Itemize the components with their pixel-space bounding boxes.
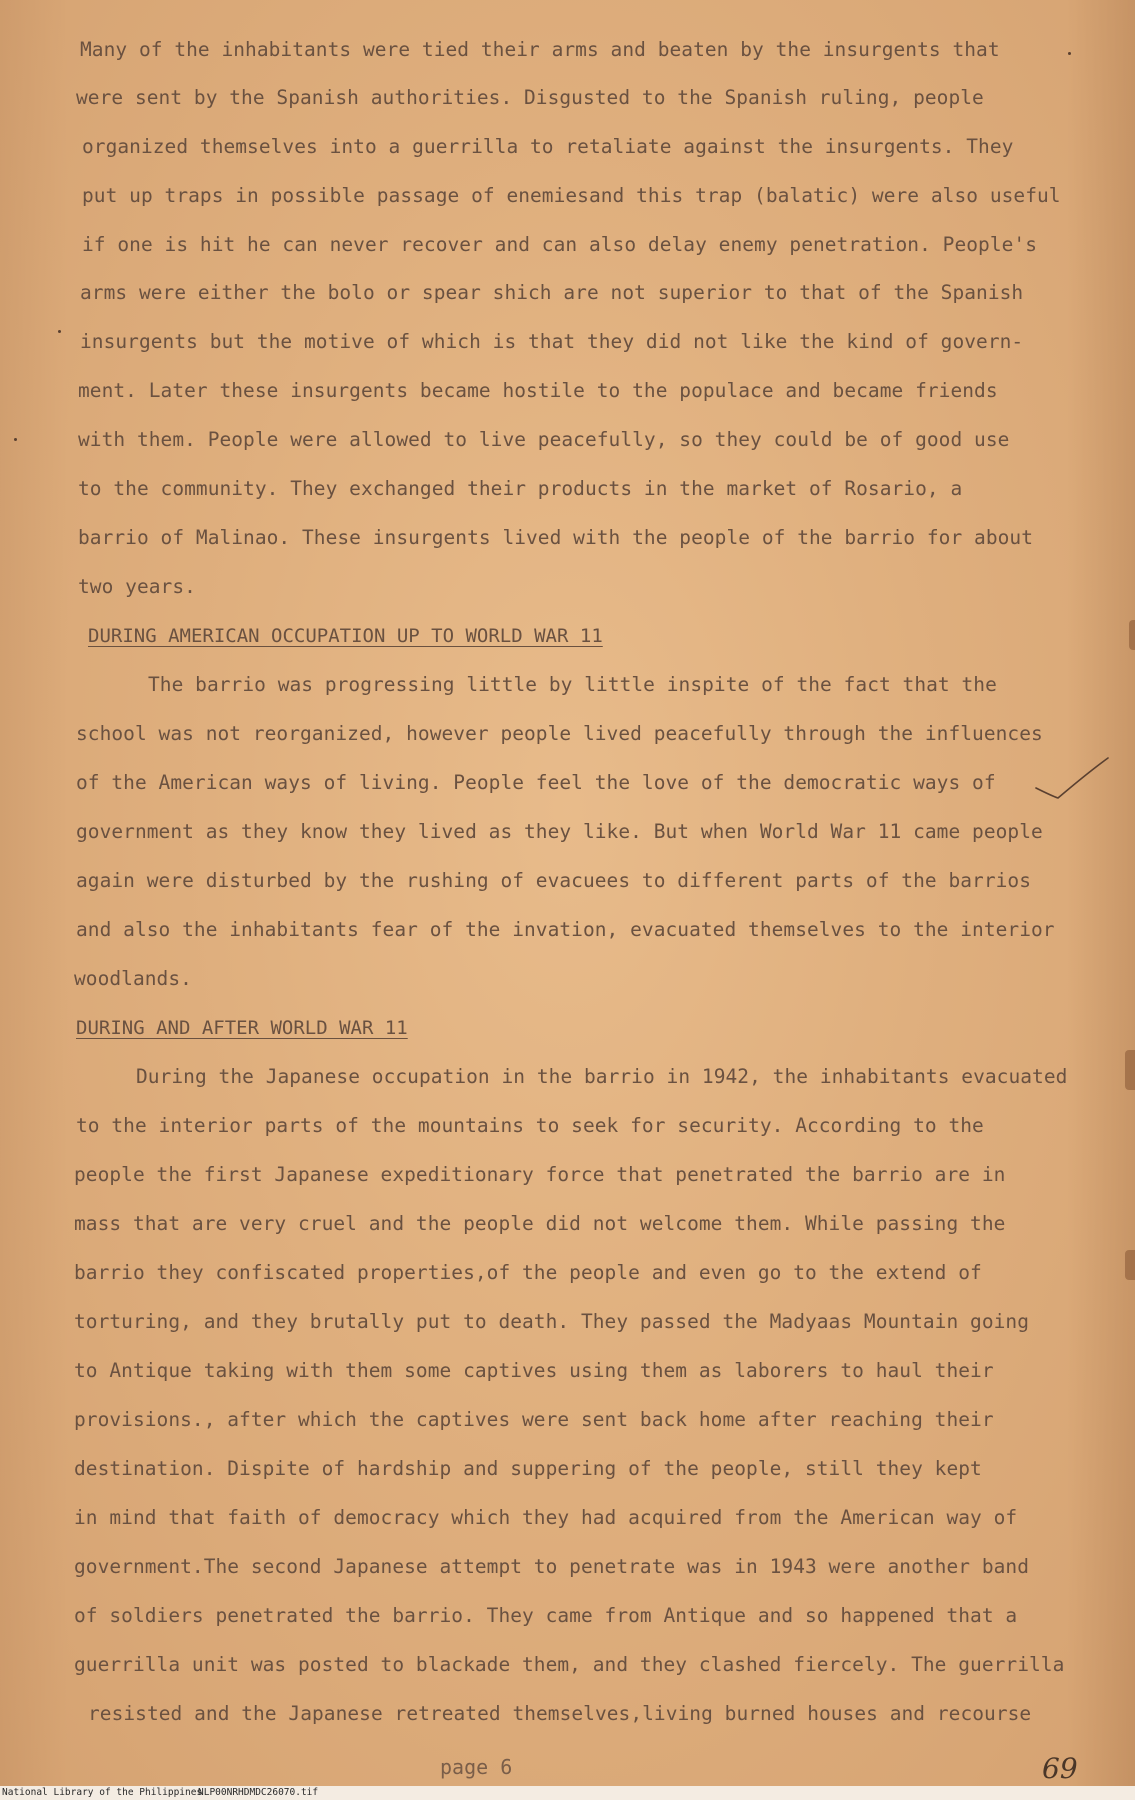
paper-edge-stain bbox=[1129, 620, 1135, 650]
paragraph-line: barrio they confiscated properties,of the people and even go to the extend of bbox=[74, 1261, 982, 1284]
paragraph-line: of soldiers penetrated the barrio. They came from Antique and so happened that a bbox=[74, 1604, 1018, 1627]
margin-mark bbox=[58, 330, 61, 333]
paragraph-line: barrio of Malinao. These insurgents lived with the people of the barrio for about bbox=[78, 526, 1033, 549]
paper-edge-stain bbox=[1125, 1050, 1135, 1090]
paragraph-line: provisions., after which the captives were sent back home after reaching their bbox=[74, 1408, 994, 1431]
paragraph-line: to Antique taking with them some captives using them as laborers to haul their bbox=[74, 1359, 994, 1382]
paragraph-line: were sent by the Spanish authorities. Disgusted to the Spanish ruling, people bbox=[76, 86, 984, 109]
paragraph-line: school was not reorganized, however people lived peacefully through the influences bbox=[76, 722, 1043, 745]
paragraph-line: and also the inhabitants fear of the invation, evacuated themselves to the interior bbox=[76, 918, 1055, 941]
footer-file: NLP00NRHDMDC26070.tif bbox=[198, 1787, 319, 1798]
footer-source: National Library of the Philippines bbox=[2, 1787, 203, 1798]
paragraph-line: insurgents but the motive of which is that they did not like the kind of govern- bbox=[80, 330, 1024, 353]
paragraph-line: arms were either the bolo or spear shich are not superior to that of the Spanish bbox=[80, 281, 1024, 304]
margin-mark bbox=[1068, 52, 1071, 55]
paragraph-line: destination. Dispite of hardship and suppering of the people, still they kept bbox=[74, 1457, 982, 1480]
paragraph-line: resisted and the Japanese retreated themselves,living burned houses and recourse bbox=[88, 1702, 1032, 1725]
paragraph-line: mass that are very cruel and the people did not welcome them. While passing the bbox=[74, 1212, 1006, 1235]
paragraph-line: to the interior parts of the mountains to seek for security. According to the bbox=[76, 1114, 984, 1137]
paragraph-line: of the American ways of living. People feel the love of the democratic ways of bbox=[76, 771, 996, 794]
paragraph-line: The barrio was progressing little by little inspite of the fact that the bbox=[148, 673, 997, 696]
page-number: page 6 bbox=[440, 1755, 513, 1779]
paragraph-line: government as they know they lived as they like. But when World War 11 came people bbox=[76, 820, 1043, 843]
paragraph-line: During the Japanese occupation in the barrio in 1942, the inhabitants evacuated bbox=[136, 1065, 1068, 1088]
check-mark-icon bbox=[1030, 752, 1110, 802]
paragraph-line: woodlands. bbox=[74, 967, 192, 990]
paragraph-line: again were disturbed by the rushing of evacuees to different parts of the barrios bbox=[76, 869, 1031, 892]
paper-edge-stain bbox=[1125, 1250, 1135, 1280]
handwritten-folio-number: 69 bbox=[1042, 1752, 1078, 1785]
section-heading: DURING AND AFTER WORLD WAR 11 bbox=[76, 1017, 408, 1039]
paragraph-line: if one is hit he can never recover and can also delay enemy penetration. People's bbox=[82, 233, 1037, 256]
paragraph-line: two years. bbox=[78, 575, 196, 598]
paragraph-line: torturing, and they brutally put to death. They passed the Madyaas Mountain going bbox=[74, 1310, 1029, 1333]
paragraph-line: with them. People were allowed to live peacefully, so they could be of good use bbox=[78, 428, 1010, 451]
paragraph-line: Many of the inhabitants were tied their arms and beaten by the insurgents that bbox=[80, 38, 1000, 61]
archive-footer bbox=[0, 1786, 1135, 1800]
margin-mark bbox=[14, 438, 17, 441]
paragraph-line: put up traps in possible passage of enemiesand this trap (balatic) were also useful bbox=[82, 184, 1061, 207]
paragraph-line: people the first Japanese expeditionary force that penetrated the barrio are in bbox=[74, 1163, 1006, 1186]
paragraph-line: in mind that faith of democracy which they had acquired from the American way of bbox=[74, 1506, 1018, 1529]
paragraph-line: organized themselves into a guerrilla to retaliate against the insurgents. They bbox=[82, 135, 1014, 158]
paragraph-line: guerrilla unit was posted to blackade them, and they clashed fiercely. The guerrilla bbox=[74, 1653, 1065, 1676]
paragraph-line: to the community. They exchanged their products in the market of Rosario, a bbox=[78, 477, 963, 500]
paragraph-line: government.The second Japanese attempt to penetrate was in 1943 were another band bbox=[74, 1555, 1029, 1578]
section-heading: DURING AMERICAN OCCUPATION UP TO WORLD WAR 11 bbox=[88, 625, 603, 647]
paragraph-line: ment. Later these insurgents became hostile to the populace and became friends bbox=[78, 379, 998, 402]
